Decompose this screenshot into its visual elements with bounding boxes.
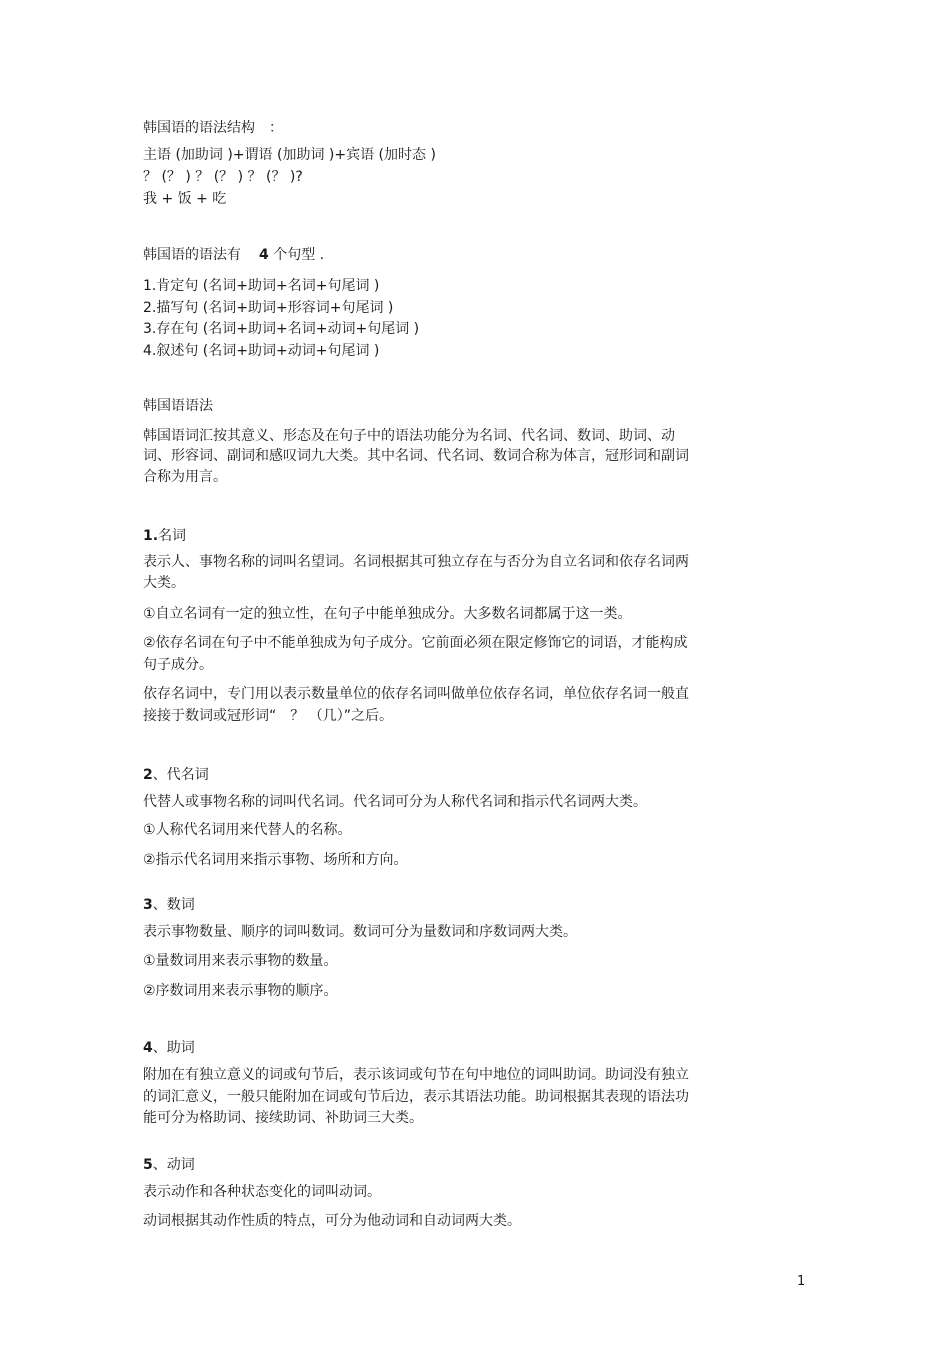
paragraph-line: 表示人、事物名称的词叫名望词。名词根据其可独立存在与否分为自立名词和依存名词两 <box>143 554 689 570</box>
paragraph-line: 句子成分。 <box>143 657 213 673</box>
page-number: 1 <box>797 1274 806 1289</box>
section-number: 3 <box>143 897 153 913</box>
sentence-type-3: 3.存在句 (名词+助词+名词+动词+句尾词 ) <box>143 321 420 337</box>
grammar-structure-heading: 韩国语的语法结构 ： <box>143 120 283 136</box>
section-heading-numeral <box>143 895 195 915</box>
section-heading-particle <box>143 1038 195 1058</box>
list-item: ②依存名词在句子中不能单独成为句子成分。它前面必须在限定修饰它的词语，才能构成 <box>143 635 688 651</box>
paragraph-line: 接接于数词或冠形词“ ？ （几）”之后。 <box>143 708 393 724</box>
heading-text-end: 个句型 . <box>273 247 325 263</box>
sentence-type-2: 2.描写句 (名词+助词+形容词+句尾词 ) <box>143 300 394 316</box>
section-number: 4 <box>143 1040 153 1056</box>
paragraph-line: 能可分为格助词、接续助词、补助词三大类。 <box>143 1110 423 1126</box>
grammar-structure-example: 我 + 饭 + 吃 <box>143 191 227 207</box>
sentence-type-1: 1.肯定句 (名词+助词+名词+句尾词 ) <box>143 278 380 294</box>
paragraph-line: 词、形容词、副词和感叹词九大类。其中名词、代名词、数词合称为体言，冠形词和副词 <box>143 448 689 464</box>
paragraph-line: 合称为用言。 <box>143 469 227 485</box>
section-title: 、动词 <box>152 1157 195 1173</box>
list-item: ②序数词用来表示事物的顺序。 <box>143 983 338 999</box>
list-item: ①人称代名词用来代替人的名称。 <box>143 822 352 838</box>
section-heading-pronoun <box>143 765 209 785</box>
count-number: 4 <box>259 247 269 263</box>
section-title: 、助词 <box>152 1040 195 1056</box>
section-heading-verb <box>143 1155 195 1175</box>
paragraph-line: 韩国语词汇按其意义、形态及在句子中的语法功能分为名词、代名词、数词、助词、动 <box>143 428 675 444</box>
section-heading-noun <box>143 526 186 546</box>
section-number: 1. <box>143 528 159 544</box>
paragraph-line: 动词根据其动作性质的特点，可分为他动词和自动词两大类。 <box>143 1213 521 1229</box>
paragraph-line: 的词汇意义，一般只能附加在词或句节后边，表示其语法功能。助词根据其表现的语法功 <box>143 1089 689 1105</box>
paragraph-line: 大类。 <box>143 575 185 591</box>
list-item: ①量数词用来表示事物的数量。 <box>143 953 338 969</box>
sentence-types-heading <box>143 245 324 265</box>
section-title: 名词 <box>158 528 187 544</box>
list-item: ②指示代名词用来指示事物、场所和方向。 <box>143 852 408 868</box>
heading-text: 韩国语的语法有 <box>143 247 241 263</box>
paragraph-line: 代替人或事物名称的词叫代名词。代名词可分为人称代名词和指示代名词两大类。 <box>143 794 647 810</box>
list-item: ①自立名词有一定的独立性，在句子中能单独成分。大多数名词都属于这一类。 <box>143 606 632 622</box>
section-title: 、数词 <box>152 897 195 913</box>
paragraph-line: 附加在有独立意义的词或句节后，表示该词或句节在句中地位的词叫助词。助词没有独立 <box>143 1067 689 1083</box>
section-number: 5 <box>143 1157 153 1173</box>
sentence-type-4: 4.叙述句 (名词+助词+动词+句尾词 ) <box>143 343 380 359</box>
section-title: 、代名词 <box>152 767 209 783</box>
paragraph-line: 表示事物数量、顺序的词叫数词。数词可分为量数词和序数词两大类。 <box>143 924 577 940</box>
grammar-structure-formula: 主语 (加助词 )+谓语 (加助词 )+宾语 (加时态 ) <box>143 147 436 163</box>
paragraph-line: 表示动作和各种状态变化的词叫动词。 <box>143 1184 381 1200</box>
paragraph-line: 依存名词中，专门用以表示数量单位的依存名词叫做单位依存名词，单位依存名词一般直 <box>143 686 689 702</box>
grammar-structure-korean: ？ (？ ) ？ (？ ) ？ (？ )? <box>143 169 303 185</box>
section-number: 2 <box>143 767 153 783</box>
section-heading-grammar: 韩国语语法 <box>143 398 213 414</box>
